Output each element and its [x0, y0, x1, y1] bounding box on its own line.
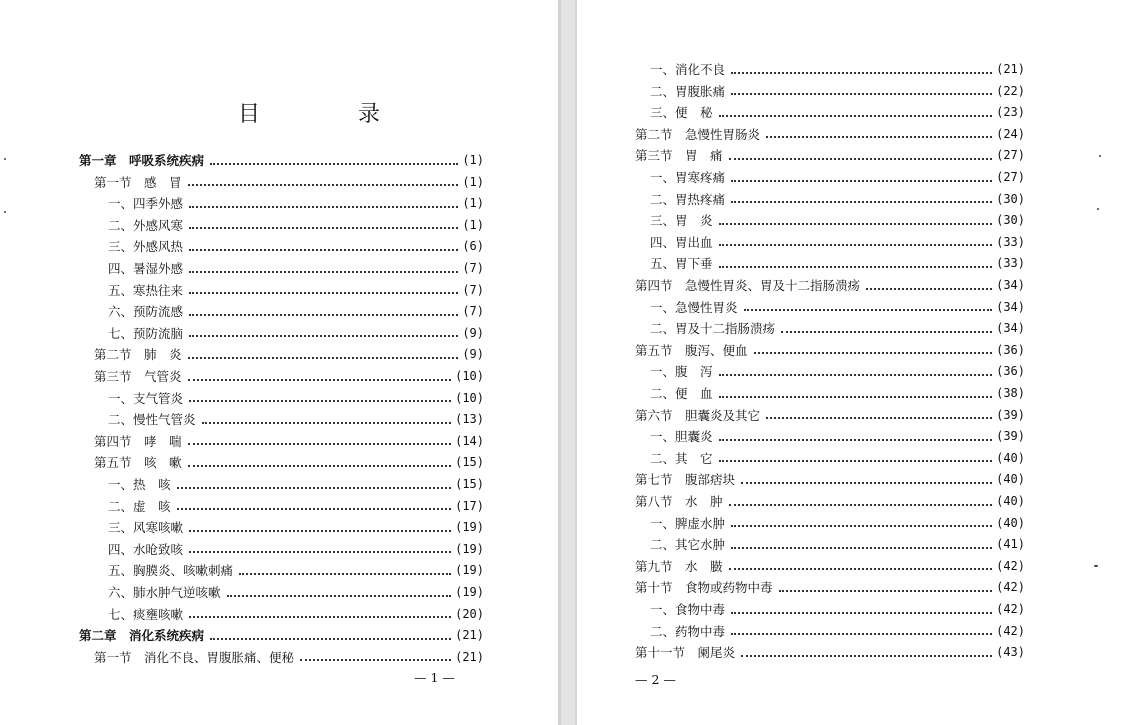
toc-subsection-entry: [108, 475, 484, 493]
toc-entry-label: 第四节 哮 喘: [94, 433, 182, 449]
toc-entry-page: (42): [996, 623, 1025, 638]
toc-subsection-entry: [108, 302, 484, 320]
toc-entry-page: (38): [996, 386, 1025, 400]
toc-leader-dots: [177, 485, 452, 489]
toc-leader-dots: [741, 480, 992, 484]
toc-entry-label: 第五节 腹泻、便血: [635, 342, 748, 358]
toc-entry-label: 第四节 急慢性胃炎、胃及十二指肠溃疡: [635, 278, 861, 293]
toc-entry-label: 第二章 消化系统疾病: [79, 628, 205, 644]
toc-entry-label: 二、慢性气管炎: [108, 412, 196, 428]
toc-leader-dots: [189, 312, 458, 316]
toc-subsection-entry: [108, 605, 484, 623]
toc-entry-label: 二、其它水肿: [650, 537, 726, 553]
toc-leader-dots: [189, 398, 451, 402]
toc-entry-label: 五、胃下垂: [650, 256, 713, 272]
toc-leader-dots: [189, 549, 451, 553]
toc-subsection-entry: [650, 449, 1025, 467]
toc-entry-label: 一、四季外感: [108, 196, 184, 212]
scan-speck: [1094, 565, 1098, 567]
toc-subsection-entry: [650, 211, 1025, 229]
toc-subsection-entry: [108, 518, 484, 536]
toc-leader-dots: [227, 593, 452, 597]
toc-entry-label: 一、胆囊炎: [650, 429, 713, 445]
scan-speck: [4, 158, 6, 160]
toc-entry-label: 第三节 胃 痛: [635, 148, 723, 164]
toc-leader-dots: [719, 242, 993, 246]
toc-entry-page: (34): [996, 321, 1025, 336]
toc-subsection-entry: [108, 389, 484, 407]
toc-subsection-entry: [108, 583, 484, 601]
toc-entry-label: 一、消化不良: [650, 62, 726, 77]
toc-entry-page: (10): [455, 390, 484, 405]
toc-entry-page: (13): [455, 412, 484, 427]
toc-leader-dots: [766, 415, 992, 419]
toc-subsection-entry: [108, 237, 484, 255]
toc-entry-label: 二、虚 咳: [108, 498, 171, 514]
toc-entry-label: 第七节 腹部痞块: [635, 472, 736, 488]
toc-entry-page: (33): [996, 256, 1025, 271]
toc-leader-dots: [779, 588, 993, 592]
toc-entry-label: 二、胃腹胀痛: [650, 83, 726, 99]
toc-entry-page: (40): [996, 494, 1025, 508]
toc-entry-page: (42): [996, 602, 1025, 616]
toc-entry-page: (39): [996, 429, 1025, 444]
toc-section-entry: [94, 453, 484, 471]
page-1: [0, 0, 558, 725]
toc-entry-label: 四、水呛致咳: [108, 541, 184, 557]
page-title: 目 录: [238, 102, 419, 127]
toc-leader-dots: [719, 264, 993, 268]
toc-entry-page: (42): [996, 558, 1025, 573]
toc-entry-label: 第三节 气管炎: [94, 369, 182, 384]
toc-section-entry: [635, 557, 1025, 575]
toc-subsection-entry: [650, 319, 1025, 337]
scan-speck: [4, 211, 6, 213]
toc-entry-page: (7): [462, 304, 484, 319]
toc-entry-label: 二、胃及十二指肠溃疡: [650, 321, 776, 337]
toc-entry-label: 第八节 水 肿: [635, 494, 723, 509]
toc-subsection-entry: [108, 194, 484, 212]
toc-leader-dots: [239, 571, 451, 575]
toc-entry-label: 第五节 咳 嗽: [94, 455, 182, 471]
toc-leader-dots: [202, 420, 452, 424]
toc-entry-label: 一、急慢性胃炎: [650, 299, 738, 315]
toc-section-entry: [635, 341, 1025, 359]
toc-leader-dots: [189, 290, 458, 294]
toc-subsection-entry: [650, 600, 1025, 618]
toc-entry-page: (6): [462, 239, 484, 254]
toc-subsection-entry: [650, 535, 1025, 553]
toc-entry-page: (1): [462, 153, 484, 167]
toc-leader-dots: [731, 631, 992, 635]
toc-entry-label: 六、肺水肿气逆咳嗽: [108, 585, 221, 600]
toc-leader-dots: [189, 528, 451, 532]
toc-section-entry: [635, 643, 1025, 661]
toc-section-entry: [635, 406, 1025, 424]
toc-entry-page: (19): [455, 520, 484, 535]
toc-leader-dots: [189, 269, 458, 273]
toc-entry-page: (1): [462, 174, 484, 189]
toc-entry-label: 二、药物中毒: [650, 623, 726, 639]
toc-subsection-entry: [650, 362, 1025, 380]
toc-entry-page: (34): [996, 299, 1025, 314]
toc-entry-page: (22): [996, 83, 1025, 98]
toc-leader-dots: [188, 182, 459, 186]
toc-subsection-entry: [650, 233, 1025, 251]
toc-entry-label: 一、腹 泻: [650, 364, 713, 380]
toc-leader-dots: [177, 506, 452, 510]
toc-leader-dots: [719, 394, 993, 398]
toc-entry-label: 三、外感风热: [108, 239, 184, 255]
toc-entry-label: 一、脾虚水肿: [650, 515, 726, 531]
toc-entry-label: 第二节 肺 炎: [94, 347, 182, 363]
toc-subsection-entry: [108, 324, 484, 342]
toc-section-entry: [635, 146, 1025, 164]
toc-entry-label: 第一节 消化不良、胃腹胀痛、便秘: [94, 649, 295, 665]
toc-leader-dots: [719, 437, 993, 441]
toc-entry-page: (36): [996, 364, 1025, 379]
toc-entry-page: (19): [455, 541, 484, 556]
toc-section-entry: [94, 648, 484, 666]
toc-section-entry: [635, 492, 1025, 510]
toc-entry-page: (36): [996, 342, 1025, 357]
toc-entry-page: (43): [996, 645, 1025, 660]
toc-leader-dots: [731, 545, 992, 549]
toc-leader-dots: [729, 502, 993, 506]
toc-entry-label: 第十一节 阑尾炎: [635, 645, 736, 661]
toc-entry-label: 第六节 胆囊炎及其它: [635, 407, 761, 423]
toc-entry-page: (21): [996, 62, 1025, 76]
toc-section-entry: [635, 125, 1025, 143]
toc-subsection-entry: [650, 427, 1025, 445]
toc-leader-dots: [731, 523, 992, 527]
toc-entry-page: (40): [996, 450, 1025, 465]
toc-leader-dots: [741, 653, 992, 657]
toc-entry-page: (1): [462, 196, 484, 211]
toc-subsection-entry: [108, 561, 484, 579]
toc-leader-dots: [719, 113, 993, 117]
toc-leader-dots: [189, 204, 458, 208]
toc-entry-page: (27): [996, 148, 1025, 163]
toc-entry-label: 第九节 水 臌: [635, 558, 723, 574]
toc-subsection-entry: [650, 254, 1025, 272]
toc-subsection-entry: [650, 168, 1025, 186]
toc-leader-dots: [766, 134, 992, 138]
toc-chapter-entry: [79, 151, 484, 169]
toc-entry-page: (23): [996, 105, 1025, 120]
toc-entry-label: 五、寒热往来: [108, 282, 184, 298]
toc-entry-label: 二、便 血: [650, 386, 713, 401]
toc-entry-page: (9): [462, 325, 484, 340]
toc-entry-label: 三、胃 炎: [650, 213, 713, 229]
toc-entry-label: 一、支气管炎: [108, 390, 184, 406]
toc-section-entry: [635, 276, 1025, 294]
toc-entry-page: (27): [996, 170, 1025, 184]
toc-section-entry: [94, 432, 484, 450]
toc-entry-page: (40): [996, 515, 1025, 530]
toc-entry-page: (21): [455, 649, 484, 664]
toc-entry-label: 六、预防流感: [108, 304, 184, 320]
toc-leader-dots: [744, 307, 993, 311]
toc-subsection-entry: [108, 497, 484, 515]
scan-speck: [1097, 208, 1099, 210]
toc-entry-label: 第一章 呼吸系统疾病: [79, 153, 205, 168]
toc-entry-page: (9): [462, 347, 484, 362]
toc-subsection-entry: [108, 259, 484, 277]
toc-leader-dots: [731, 70, 992, 74]
toc-entry-label: 一、食物中毒: [650, 602, 726, 617]
toc-entry-label: 第十节 食物或药物中毒: [635, 580, 773, 596]
toc-entry-page: (14): [455, 433, 484, 448]
toc-entry-page: (41): [996, 537, 1025, 552]
toc-entry-page: (17): [455, 498, 484, 513]
toc-entry-page: (7): [462, 282, 484, 297]
toc-subsection-entry: [650, 514, 1025, 532]
toc-entry-label: 五、胸膜炎、咳嗽刺痛: [108, 563, 234, 579]
toc-leader-dots: [300, 657, 451, 661]
toc-leader-dots: [210, 636, 451, 640]
toc-chapter-entry: [79, 626, 484, 644]
toc-entry-label: 三、风寒咳嗽: [108, 520, 184, 536]
toc-entry-page: (42): [996, 580, 1025, 595]
toc-entry-label: 二、其 它: [650, 450, 713, 466]
toc-leader-dots: [719, 372, 993, 376]
toc-entry-page: (7): [462, 261, 484, 275]
page-number-1: — 1 —: [414, 670, 455, 685]
toc-leader-dots: [189, 333, 458, 337]
toc-entry-label: 七、预防流脑: [108, 325, 184, 341]
page-2: [577, 0, 1121, 725]
toc-subsection-entry: [650, 384, 1025, 402]
toc-subsection-entry: [108, 410, 484, 428]
toc-entry-label: 七、痰壅咳嗽: [108, 606, 184, 622]
page-number-2: — 2 —: [635, 672, 676, 687]
toc-entry-page: (20): [455, 606, 484, 621]
toc-subsection-entry: [650, 298, 1025, 316]
toc-leader-dots: [189, 247, 458, 251]
toc-subsection-entry: [650, 190, 1025, 208]
toc-entry-label: 第一节 感 冒: [94, 174, 182, 190]
toc-section-entry: [94, 345, 484, 363]
toc-leader-dots: [754, 350, 993, 354]
toc-subsection-entry: [650, 82, 1025, 100]
toc-leader-dots: [188, 463, 452, 467]
toc-entry-label: 四、暑湿外感: [108, 261, 184, 276]
toc-entry-page: (1): [462, 217, 484, 232]
toc-subsection-entry: [108, 216, 484, 234]
toc-entry-page: (39): [996, 407, 1025, 422]
toc-entry-label: 四、胃出血: [650, 234, 713, 250]
toc-leader-dots: [729, 156, 993, 160]
toc-subsection-entry: [650, 622, 1025, 640]
toc-entry-page: (24): [996, 126, 1025, 141]
toc-leader-dots: [731, 178, 992, 182]
toc-leader-dots: [781, 329, 992, 333]
toc-leader-dots: [189, 225, 458, 229]
toc-entry-page: (34): [996, 278, 1025, 292]
toc-subsection-entry: [108, 281, 484, 299]
toc-leader-dots: [719, 458, 993, 462]
toc-subsection-entry: [650, 103, 1025, 121]
toc-entry-page: (19): [455, 585, 484, 599]
toc-leader-dots: [731, 91, 992, 95]
toc-section-entry: [635, 578, 1025, 596]
toc-subsection-entry: [650, 60, 1025, 78]
toc-entry-page: (33): [996, 234, 1025, 249]
toc-entry-page: (30): [996, 213, 1025, 228]
toc-entry-label: 一、热 咳: [108, 477, 171, 492]
toc-entry-label: 二、胃热疼痛: [650, 191, 726, 207]
toc-leader-dots: [719, 221, 993, 225]
toc-section-entry: [635, 470, 1025, 488]
toc-leader-dots: [731, 199, 992, 203]
toc-leader-dots: [866, 286, 992, 290]
toc-entry-page: (15): [455, 455, 484, 470]
toc-leader-dots: [188, 355, 459, 359]
toc-leader-dots: [729, 566, 993, 570]
toc-leader-dots: [188, 441, 452, 445]
toc-entry-page: (15): [455, 477, 484, 491]
toc-entry-page: (19): [455, 563, 484, 578]
scan-speck: [1099, 155, 1101, 157]
toc-leader-dots: [210, 161, 458, 165]
toc-subsection-entry: [108, 540, 484, 558]
toc-leader-dots: [188, 377, 452, 381]
toc-entry-label: 三、便 秘: [650, 105, 713, 121]
toc-entry-label: 二、外感风寒: [108, 217, 184, 233]
toc-entry-page: (10): [455, 369, 484, 383]
toc-section-entry: [94, 173, 484, 191]
toc-entry-label: 第二节 急慢性胃肠炎: [635, 126, 761, 142]
toc-section-entry: [94, 367, 484, 385]
toc-entry-label: 一、胃寒疼痛: [650, 170, 726, 185]
toc-leader-dots: [731, 610, 992, 614]
toc-leader-dots: [189, 614, 451, 618]
page-gutter: [558, 0, 577, 725]
toc-entry-page: (21): [455, 628, 484, 643]
toc-entry-page: (30): [996, 191, 1025, 206]
toc-entry-page: (40): [996, 472, 1025, 487]
